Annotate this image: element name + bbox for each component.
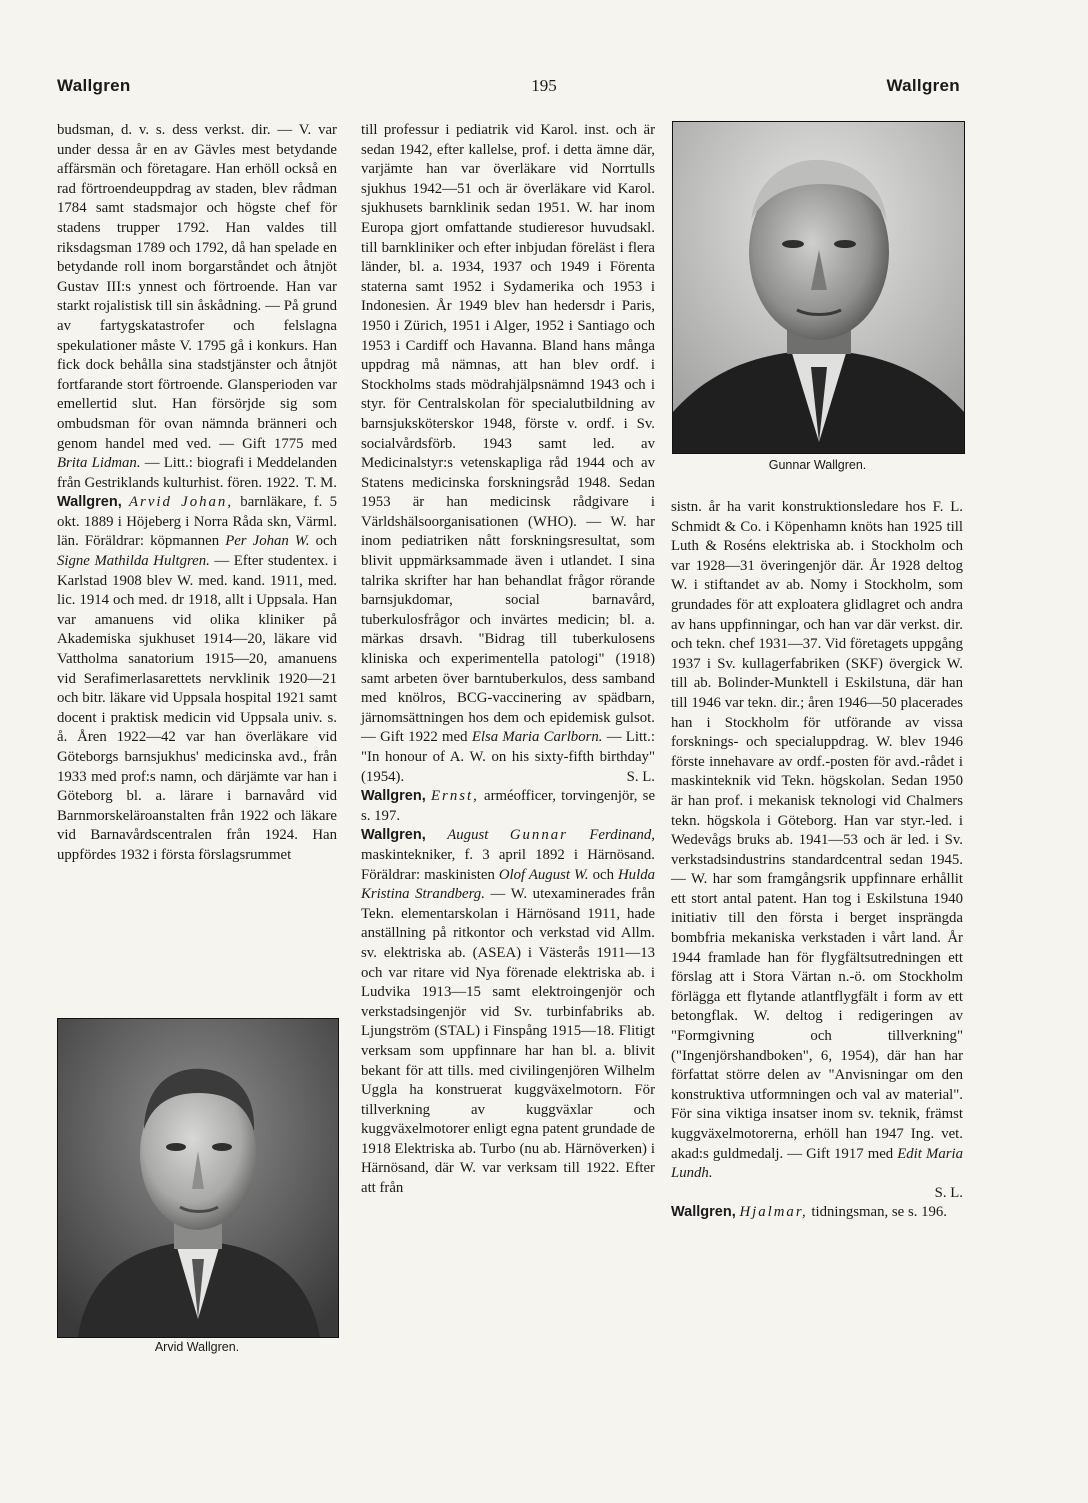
entry-given-name: Hjalmar, xyxy=(739,1204,808,1221)
entry-arvid: Wallgren, Arvid Johan, barnläkare, f. 5 okt. 1889 i Höjeberg i Norra Råda skn, Värml. län. Föräldrar: köpmannen Per Johan W. och Signe Mathilda Hultgren. — Efter studentex. i Karlstad 1908 blev W. med. kand. 1911, med. lic. 1914 och med. dr 1918, allt i Uppsala. Han var amanuens vid olika kliniker på Akademiska sjukhuset 1914—20, läkare vid Vattholma sanatorium 1915—20, amanuens vid Serafimerlasarettets nervklinik 1920—21 och bitr. läkare vid Uppsala hospital 1921 samt docent i praktisk medicin vid Uppsala univ. s. å. Åren 1922—42 var han överläkare vid Göteborgs barnsjukhus' medicinska avd., från 1933 med prof:s namn, och därjämte var han i Göteborg bl. a. lärare i barnavård vid Barnmorskeläroanstalten från 1922 och läkare vid Barnavårdscentralen från 1924. Han uppfördes 1932 i första förslagsrummet xyxy=(57,494,338,863)
entry-lars-continued: budsman, d. v. s. dess verkst. dir. — V. var under dessa år en av Gävles mest betydande affärsmän och företagare. Han erhöll också en rad förtroendeuppdrag av staden, blev rådman 1784 samt stadsmajor och högste chef för stadens trupper 1792. Han valdes till riksdagsman 1789 och 1792, då han spelade en betydande roll inom borgarståndet och åtnjöt Gustav III:s ynnest och förtroende. Han var starkt rojalistisk till sin åskådning. — På grund av fartygskatastrofer och felslagna spekulationer måste V. 1795 gå i konkurs. Han fick dock behålla sina stadstjänster och åtnjöt fortfarande stort förtroende. Glansperioden var emellertid slut. Han försörjde sig som ombudsman för ovan nämnda bränneri och genom handel med ved. — Gift 1775 med Brita Lidman. — Litt.: biografi i Meddelanden från Gestriklands kulturhist. fören. 1922. T. M. xyxy=(57,121,337,493)
caption-gunnar: Gunnar Wallgren. xyxy=(768,458,867,472)
signature: S. L. xyxy=(626,768,655,785)
entry-gunnar-continued: sistn. år ha varit konstruktionsledare hos F. L. Schmidt & Co. i Köpenhamn knöts han 1925 till Luth & Roséns elektriska ab. i Stockholm och var 1928—31 överingenjör där. År 1928 deltog W. i stiftandet av ab. Nomy i Stockholm, som grundades för att exploatera glidlagret och andra av hans uppfinningar, och han var där verkst. dir. och tekn. chef 1931—37. Vid företagets uppgång 1937 i Sv. kullagerfabriken (SKF) övergick W. till ab. Bolinder-Munktell i Eskilstuna, där han till 1946 var tekn. dir.; åren 1946—50 placerades han i Stockholm för utförande av vissa forsknings- och specialuppdrag. W. blev 1946 förste innehavare av ordf.-posten för avd.-rådet i maskinteknik vid Tekn. högskolan. Sedan 1950 är han prof. i mekanisk teknologi vid Chalmers tekn. högskola i Göteborg. Han var styr.-led. i Wedevågs bruks ab. 1941—53 och är led. i Sv. verkstadsindustrins standardcentral sedan 1945. — W. har som framgångsrik uppfinnare erhållit ett stort antal patent. Han tog i Eskilstuna 1940 initiativ till den första i berget insprängda bombfria mekaniska verkstaden i vårt land. År 1944 framlade han för flygfältsutredningen ett förslag att i Stora Värtan n.-ö. om Stockholm förlägga ett flytande atlantflygfält i form av ett betongflak. W. deltog i redigeringen av "Formgivning och tillverkning" ("Ingenjörshandboken", 6, 1954), där han har författat större delen av "Anvisningar om den konstruktiva utformningen och val av material". För sina viktiga insatser inom sv. teknik, främst kuggväxelmotorerna, erhöll han 1947 Ing. vet. akad:s guldmedalj. — Gift 1917 med Edit Maria Lundh. S. L. xyxy=(671,498,963,1184)
entry-headword: Wallgren, xyxy=(361,788,426,805)
portrait-photo-gunnar xyxy=(672,121,965,454)
column-3 xyxy=(671,498,963,1223)
entry-headword: Wallgren, xyxy=(671,1204,736,1221)
portrait-arvid-image xyxy=(58,1019,338,1337)
portrait-gunnar-image xyxy=(673,122,964,453)
signature: S. L. xyxy=(934,1184,963,1201)
spouse-name: Brita Lidman. xyxy=(57,455,141,472)
running-head-left: Wallgren xyxy=(57,76,131,95)
portrait-photo-arvid xyxy=(57,1018,339,1338)
entry-headword: Wallgren, xyxy=(57,494,122,511)
entry-headword: Wallgren, xyxy=(361,827,426,844)
page-number: 195 xyxy=(531,76,557,95)
signature: T. M. xyxy=(304,474,337,491)
running-head-right: Wallgren xyxy=(886,76,960,95)
column-1 xyxy=(57,121,337,866)
entry-given-name: Ernst, xyxy=(431,788,479,805)
entry-arvid-continued: till professur i pediatrik vid Karol. inst. och är sedan 1942, efter kallelse, prof. i detta ämne där, varjämte han var överläkare vid Norrtulls sjukhus 1942—51 och är överläkare vid Karol. sjukhusets barnklinik sedan 1951. W. har inom Europa gjort omfattande studieresor huvudsakl. till barnkliniker och efter inbjudan föreläst i flera länder, bl. a. 1934, 1937 och 1949 i Förenta staterna samt 1952 i Sydamerika och 1953 i Indonesien. År 1949 blev han hedersdr i Paris, 1950 i Zürich, 1951 i Alger, 1952 i Santiago och 1953 i Cardiff och Havanna. Bland hans många uppdrag må nämnas, att han blev ordf. i Stockholms stads mödrahjälpsnämnd 1943 och i styr. för Centralskolan för specialutbildning av barnsjuksköterskor 1948, förste v. ordf. i Sv. socialvårdsförb. 1943 samt led. av Medicinalstyr:s vetenskapliga råd 1944 och av Statens medicinska forskningsråd 1948. Sedan 1953 är han medicinsk rådgivare i Världshälsoorganisationen (WHO). — W. har inom pediatriken nått forskningsresultat, som blivit uppmärksammade även i utlandet. I sina talrika skrifter har han behandlat frågor rörande barnsjukdomar, social barnavård, tuberkulosfrågor och invärtes medicin; bl. a. märkas drsavh. "Bidrag till tuberkulosens kliniska och experimentella patologi" (1918) samt arbeten över barntuberkulos, dess samband med knölros, BCG-vaccinering av spädbarn, järnomsättningen hos dem och epidemisk gulsot. — Gift 1922 med Elsa Maria Carlborn. — Litt.: "In honour of A. W. on his sixty-fifth birthday" (1954). S. L. xyxy=(361,121,655,787)
entry-ernst: Wallgren, Ernst, arméofficer, torvingenjör, se s. 197. xyxy=(361,788,656,824)
entry-hjalmar: Wallgren, Hjalmar, tidningsman, se s. 196. xyxy=(671,1204,947,1221)
spouse-name: Edit Maria Lundh. xyxy=(671,1145,963,1182)
entry-gunnar: Wallgren, August Gunnar Ferdinand, maskintekniker, f. 3 april 1892 i Härnösand. Föräldrar: maskinisten Olof August W. och Hulda Kristina Strandberg. — W. utexaminerades från Tekn. elementarskolan i Härnösand 1911, hade anställning på ritkontor och verkstad vid Allm. sv. elektriska ab. (ASEA) i Västerås 1911—13 och var ritare vid Nya förenade elektriska ab. i Ludvika 1913—15 samt elektroingenjör och verkstadsingenjör vid Sv. turbinfabriks ab. Ljungström (STAL) i Finspång 1915—18. Flitigt verksam som uppfinnare har han bl. a. blivit bekant för att tills. med civilingenjören Wilhelm Uggla ha konstruerat kuggväxelmotorn. För tillverkning av kuggväxlar och kuggväxelmotorer enligt egna patent grundade de 1918 Elektriska ab. Turbo (nu ab. Härnöverken) i Härnösand, där W. var verksam till 1922. Efter att från xyxy=(361,827,656,1197)
entry-given-name: Arvid Johan, xyxy=(129,494,234,511)
column-2 xyxy=(361,121,655,1199)
spouse-name: Elsa Maria Carlborn. xyxy=(471,729,603,746)
caption-arvid: Arvid Wallgren. xyxy=(154,1340,240,1354)
